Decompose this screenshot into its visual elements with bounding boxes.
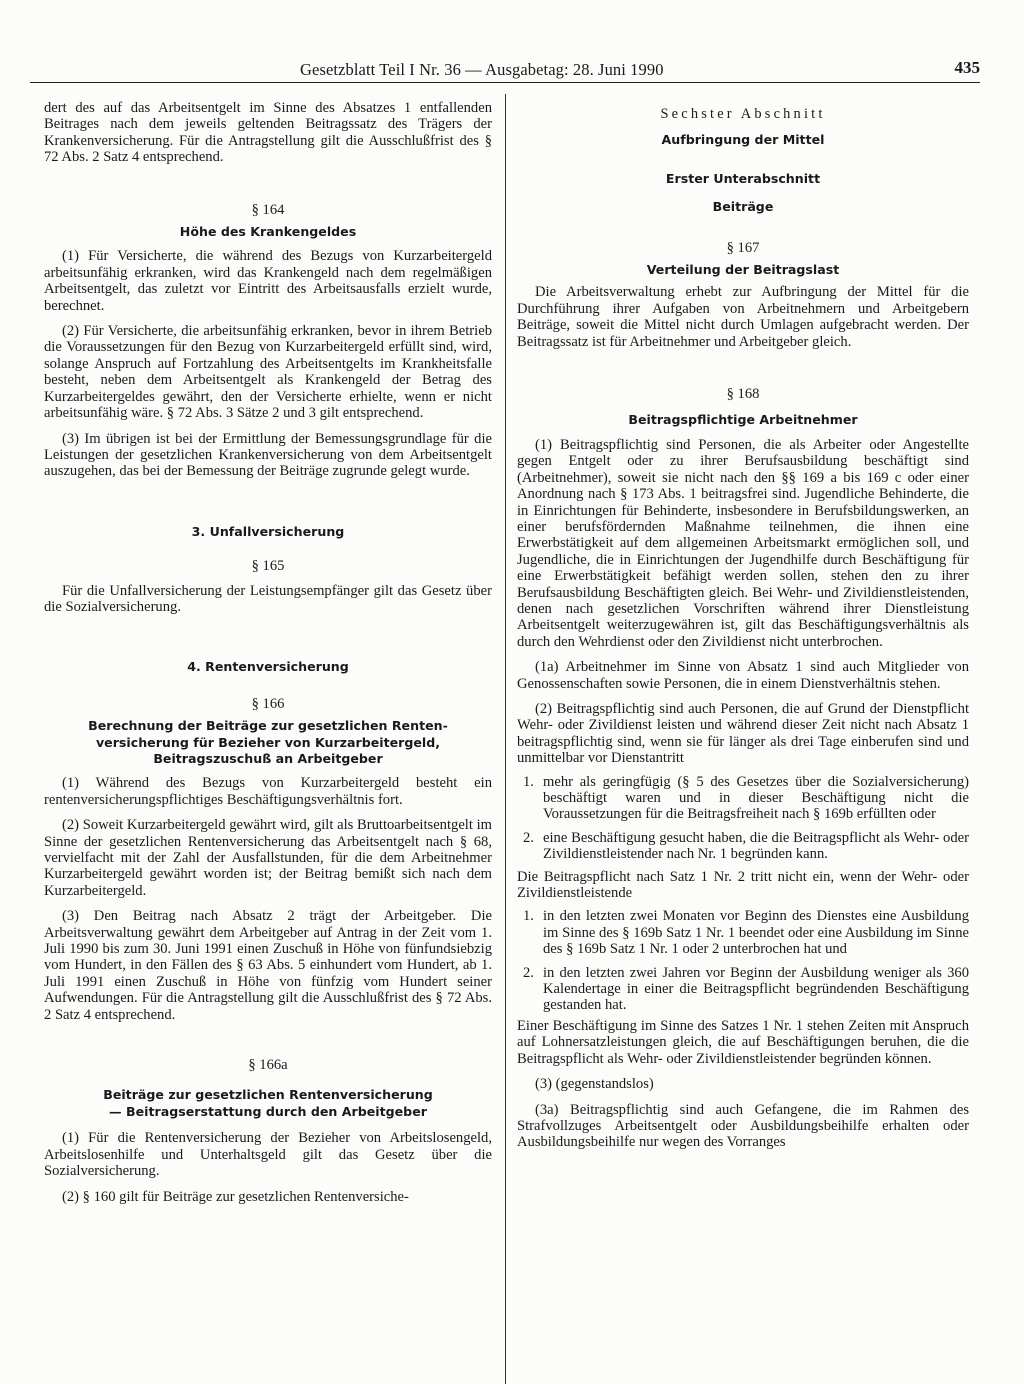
list-item-number: 2.	[523, 829, 534, 846]
section-title: Aufbringung der Mittel	[661, 132, 825, 148]
intro-paragraph: dert des auf das Arbeitsentgelt im Sinne des Absatzes 1 entfallenden Beitrages nach dem jeweils geltenden Beitragssatz des Trägers der Krankenversicherung. Für die Antragstellung gilt die Ausschlußfrist des § 72 Abs. 2 Satz 4 entsprechend.	[44, 100, 492, 166]
section-label: Sechster Abschnitt	[660, 106, 826, 122]
list-item-number: 2.	[523, 964, 534, 981]
section-165-p1: Für die Unfallversicherung der Leistungsempfänger gilt das Gesetz über die Sozialversicherung.	[44, 582, 492, 615]
section-166-title-3: Beitragszuschuß an Arbeitgeber	[153, 750, 383, 766]
renten-heading: 4. Rentenversicherung	[187, 659, 349, 675]
list-item	[517, 830, 969, 863]
section-168-p3a: (3a) Beitragspflichtig sind auch Gefangene, die im Rahmen des Strafvollzuges Arbeitsentgelt oder Ausbildungsbeihilfe erhalten oder Ausbildungsbeihilfe nur wegen des Vorranges	[517, 1101, 969, 1151]
left-column	[44, 100, 492, 1205]
list-item-text: in den letzten zwei Monaten vor Beginn des Dienstes eine Ausbildung im Sinne des § 169b Satz 1 Nr. 1 beendet oder eine Ausbildung im Sinne des § 169b Satz 1 Nr. 1 oder 2 unterbrochen hat und	[543, 908, 969, 958]
section-166-p2: (2) Soweit Kurzarbeitergeld gewährt wird, gilt als Bruttoarbeitsentgelt im Sinne der gesetzlichen Rentenversicherung das Arbeitsentgelt nach § 68, vervielfacht mit der Zahl der Ausfallstunden, für die dem Arbeitnehmer Kurzarbeitergeld gewährt worden ist; der Beitrag bemißt sich nach dem Kurzarbeitergeld.	[44, 817, 492, 899]
section-166a-title-1: Beiträge zur gesetzlichen Rentenversicherung	[103, 1087, 433, 1103]
list-item-text: eine Beschäftigung gesucht haben, die die Beitragspflicht als Wehr- oder Zivildienstleistender nach Nr. 1 begründen kann.	[543, 829, 969, 863]
unfall-heading: 3. Unfallversicherung	[191, 523, 345, 539]
section-166a-title-2: — Beitragserstattung durch den Arbeitgeber	[109, 1103, 427, 1119]
section-166-p3: (3) Den Beitrag nach Absatz 2 trägt der Arbeitgeber. Die Arbeitsverwaltung gewährt dem Arbeitgeber auf Antrag in der Zeit vom 1. Juli 1990 bis zum 30. Juni 1991 einen Zuschuß in Höhe von fünfundsiebzig vom Hundert, in den Fällen des § 63 Abs. 5 einhundert vom Hundert, ab 1. Juli 1991 einen Zuschuß in Höhe von fünfzig vom Hundert seiner Aufwendungen. Für die Antragstellung gilt die Ausschlußfrist des § 72 Abs. 2 Satz 4 entsprechend.	[44, 908, 492, 1023]
section-168-number: § 168	[726, 386, 760, 403]
subsection-title: Beiträge	[712, 199, 774, 215]
section-167-number: § 167	[726, 239, 760, 256]
page-header	[30, 58, 980, 83]
section-165-number: § 165	[251, 558, 285, 575]
section-166-title-2: versicherung für Bezieher von Kurzarbeitergeld,	[95, 734, 441, 750]
subsection-label: Erster Unterabschnitt	[665, 170, 821, 186]
header-title: Gesetzblatt Teil I Nr. 36 — Ausgabetag: 28. Juni 1990	[300, 60, 664, 79]
column-divider	[505, 94, 506, 1384]
list-item-text: in den letzten zwei Jahren vor Beginn der Ausbildung weniger als 360 Kalendertage in einer die Beitragspflicht begründenden Beschäftigung gestanden hat.	[543, 964, 969, 1014]
page-number: 435	[954, 58, 980, 77]
list-item	[517, 774, 969, 823]
section-166-number: § 166	[251, 695, 285, 712]
section-166a-p2: (2) § 160 gilt für Beiträge zur gesetzlichen Rentenversiche-	[62, 1188, 409, 1205]
section-168-end: Einer Beschäftigung im Sinne des Satzes 1 Nr. 1 stehen Zeiten mit Anspruch auf Lohnersatzleistungen gleich, die auf Beschäftigungen beruhen, die die Beitragspflicht als Wehr- oder Zivildienstleistender begründen können.	[517, 1017, 969, 1067]
section-168-p3: (3) (gegenstandslos)	[535, 1076, 654, 1093]
list-item	[517, 908, 969, 957]
list-item-number: 1.	[523, 773, 534, 790]
section-164-number: § 164	[251, 201, 285, 218]
section-166a-p1: (1) Für die Rentenversicherung der Bezieher von Arbeitslosengeld, Arbeitslosenhilfe und Unterhaltsgeld gilt das Gesetz über die Sozialversicherung.	[44, 1130, 492, 1180]
section-168-p1: (1) Beitragspflichtig sind Personen, die als Arbeiter oder Angestellte gegen Entgelt oder zu ihrer Berufsausbildung beschäftigt sind (Arbeitnehmer), soweit sie nicht nach den §§ 169 a bis 169 c oder einer Anordnung nach § 173 Abs. 1 beitragsfrei sind. Jugendliche Behinderte, die in Einrichtungen für Behinderte, insbesondere in Berufsbildungswerken, an einer berufsfördernden Maßnahme teilnehmen, die ihnen eine Erwerbstätigkeit auf dem allgemeinen Arbeitsmarkt ermöglichen soll, und Jugendliche, die in Einrichtungen der Jugendhilfe durch Beschäftigung für eine Erwerbstätigkeit befähigt werden sollen, stehen den zu ihrer Berufsausbildung Beschäftigten gleich. Bei Wehr- und Zivildienstleistenden, denen nach gesetzlichen Vorschriften während ihrer Dienstleistung Arbeitsentgelt weiterzugewähren ist, gilt das Beschäftigungsverhältnis als durch den Wehrdienst oder den Zivildienst nicht unterbrochen.	[517, 436, 969, 650]
section-168-p1a: (1a) Arbeitnehmer im Sinne von Absatz 1 sind auch Mitglieder von Genossenschaften sowie Personen, die in einem Dienstverhältnis stehen.	[517, 659, 969, 692]
section-168-mid: Die Beitragspflicht nach Satz 1 Nr. 2 tritt nicht ein, wenn der Wehr- oder Zivildienstleistende	[517, 868, 969, 902]
section-164-p2: (2) Für Versicherte, die arbeitsunfähig erkranken, bevor in ihrem Betrieb die Voraussetzungen für den Bezug von Kurzarbeitergeld erfüllt sind, wird, solange Anspruch auf Fortzahlung des Arbeitsentgelts im Krankheitsfalle besteht, neben dem Arbeitsentgelt als Krankengeld der Betrag des Kurzarbeitergeldes gewährt, den der Versicherte erhielte, wenn er nicht arbeitsunfähig wäre. § 72 Abs. 3 Sätze 2 und 3 gilt entsprechend.	[44, 323, 492, 422]
section-164-p3: (3) Im übrigen ist bei der Ermittlung der Bemessungsgrundlage für die Leistungen der gesetzlichen Krankenversicherung von dem Arbeitsentgelt auszugehen, das bei der Bemessung der Beiträge zugrunde gelegt wurde.	[44, 430, 492, 480]
section-166a-number: § 166a	[248, 1057, 288, 1074]
section-164-title: Höhe des Krankengeldes	[179, 224, 357, 240]
section-166-p1: (1) Während des Bezugs von Kurzarbeitergeld besteht ein rentenversicherungspflichtiges Beschäftigungsverhältnis fort.	[44, 775, 492, 808]
section-166-title-1: Berechnung der Beiträge zur gesetzlichen Renten-	[88, 718, 448, 734]
section-164-p1: (1) Für Versicherte, die während des Bezugs von Kurzarbeitergeld arbeitsunfähig erkranken, wird das Krankengeld nach dem regelmäßigen Arbeitsentgelt, das zuletzt vor Eintritt des Arbeitsausfalls erzielt wurde, berechnet.	[44, 248, 492, 314]
right-column	[517, 100, 969, 1151]
section-168-title: Beitragspflichtige Arbeitnehmer	[628, 412, 858, 428]
list-item-text: mehr als geringfügig (§ 5 des Gesetzes über die Sozialversicherung) beschäftigt waren und in dieser Beschäftigung nicht die Voraussetzungen für die Beitragsfreiheit nach § 169b erfüllten oder	[543, 773, 969, 823]
list-item-number: 1.	[523, 908, 534, 925]
list-item	[517, 965, 969, 1014]
section-168-p2: (2) Beitragspflichtig sind auch Personen, die auf Grund der Dienstpflicht Wehr- oder Zivildienst leisten und während dieser Zeit nicht nach Absatz 1 beitragspflichtig sind, wenn sie für länger als drei Tage einberufen sind und unmittelbar vor Dienstantritt	[517, 700, 969, 767]
section-167-title: Verteilung der Beitragslast	[646, 262, 840, 278]
section-167-p1: Die Arbeitsverwaltung erhebt zur Aufbringung der Mittel für die Durchführung ihrer Aufgaben von Arbeitnehmern und Arbeitgebern Beiträge, soweit die Mittel nicht durch Umlagen aufgebracht werden. Der Beitragssatz ist für Arbeitnehmer und Arbeitgeber gleich.	[517, 284, 969, 350]
